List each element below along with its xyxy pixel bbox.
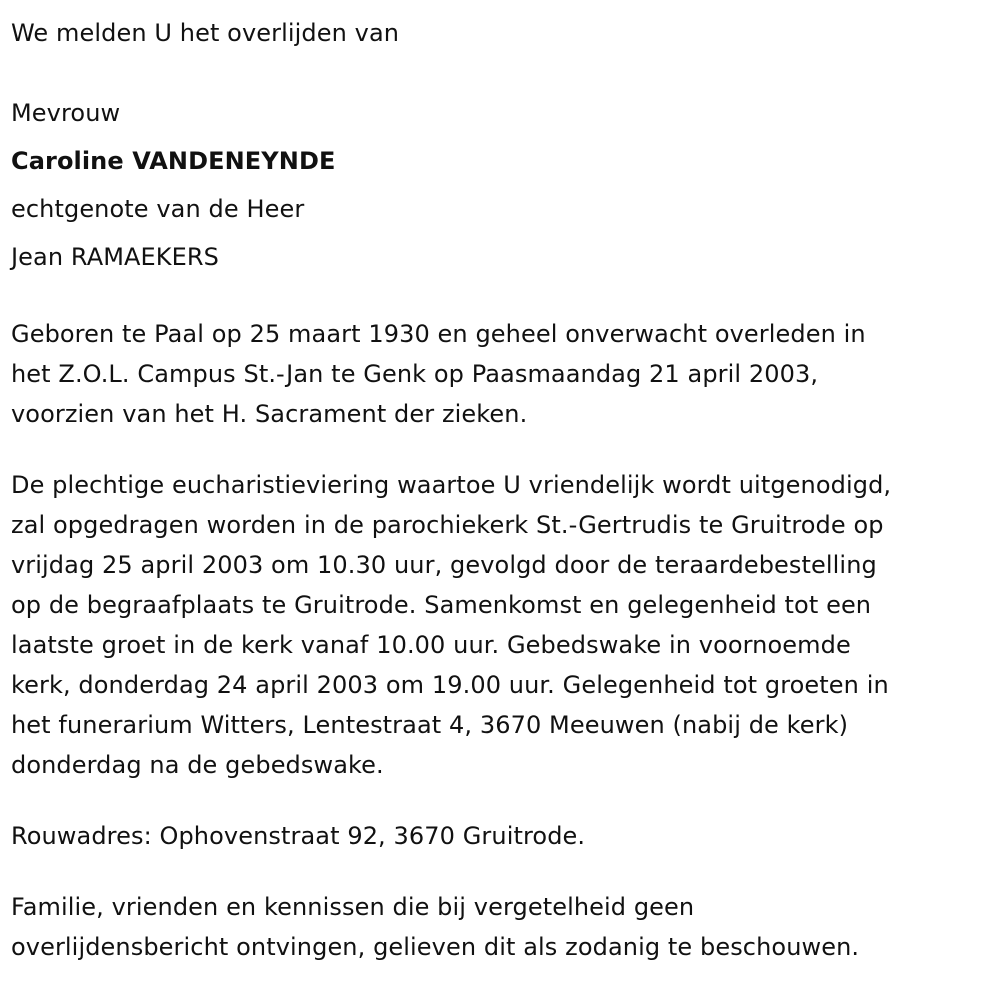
intro-text: We melden U het overlijden van (11, 19, 400, 47)
mourning-address-paragraph (11, 816, 1000, 856)
salutation-text: Mevrouw (11, 99, 121, 127)
paragraph-line: Geboren te Paal op 25 maart 1930 en geheel onverwacht overleden in (11, 320, 866, 348)
paragraph-line: zal opgedragen worden in de parochiekerk St.-Gertrudis te Gruitrode op (11, 511, 884, 539)
paragraph-line: donderdag na de gebedswake. (11, 751, 384, 779)
ceremony-paragraph (11, 465, 1000, 785)
paragraph-line: op de begraafplaats te Gruitrode. Samenkomst en gelegenheid tot een (11, 591, 872, 619)
spouse-name: Jean RAMAEKERS (11, 243, 220, 271)
paragraph-line: Familie, vrienden en kennissen die bij vergetelheid geen (11, 893, 695, 921)
paragraph-line: voorzien van het H. Sacrament der zieken. (11, 400, 528, 428)
paragraph-line: De plechtige eucharistieviering waartoe U vriendelijk wordt uitgenodigd, (11, 471, 892, 499)
closing-paragraph (11, 887, 1000, 967)
relation-text: echtgenote van de Heer (11, 195, 305, 223)
birth-death-paragraph (11, 314, 1000, 434)
paragraph-line: vrijdag 25 april 2003 om 10.30 uur, gevolgd door de teraardebestelling (11, 551, 877, 579)
paragraph-line: het funerarium Witters, Lentestraat 4, 3670 Meeuwen (nabij de kerk) (11, 711, 849, 739)
deceased-name: Caroline VANDENEYNDE (11, 147, 336, 175)
mourning-address-text: Rouwadres: Ophovenstraat 92, 3670 Gruitrode. (11, 822, 586, 850)
paragraph-line: overlijdensbericht ontvingen, gelieven dit als zodanig te beschouwen. (11, 933, 860, 961)
paragraph-line: kerk, donderdag 24 april 2003 om 19.00 uur. Gelegenheid tot groeten in (11, 671, 889, 699)
paragraph-line: laatste groet in de kerk vanaf 10.00 uur. Gebedswake in voornoemde (11, 631, 851, 659)
paragraph-line: het Z.O.L. Campus St.-Jan te Genk op Paasmaandag 21 april 2003, (11, 360, 819, 388)
